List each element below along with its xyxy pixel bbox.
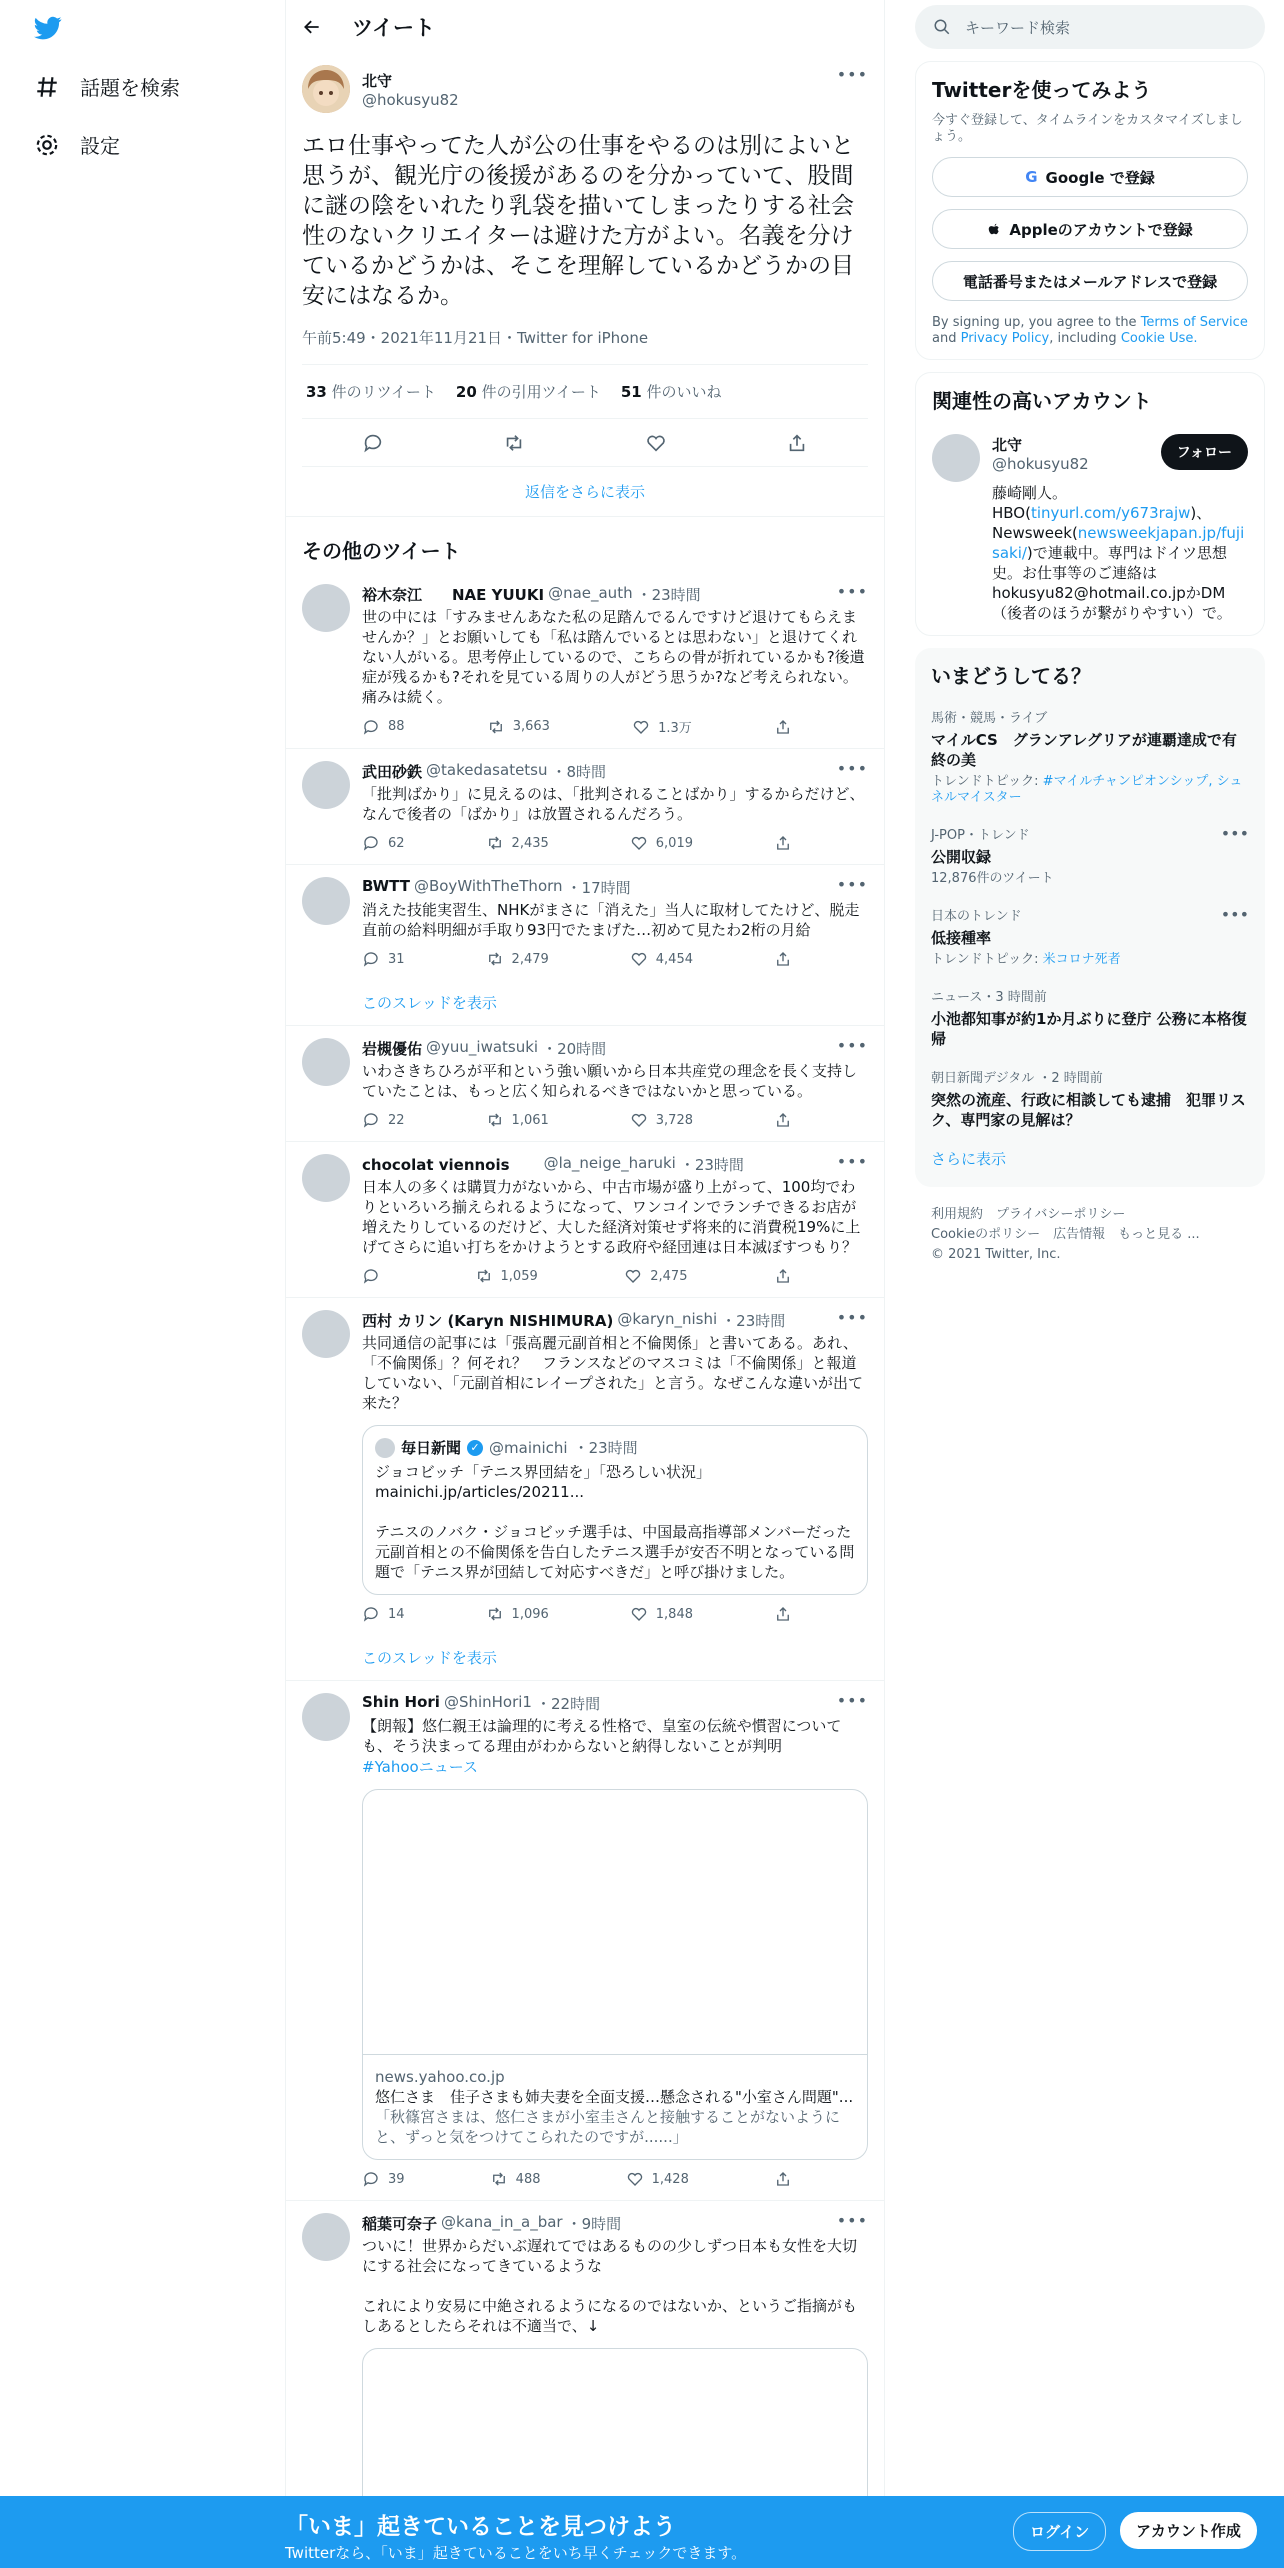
like-icon — [632, 718, 650, 736]
tweet[interactable] — [286, 1142, 884, 1298]
author-name[interactable]: 西村 カリン (Karyn NISHIMURA) — [362, 1312, 614, 1330]
card-title: 悠仁さま 佳子さまも姉夫妻を全面支援…懸念される"小室さん問題"... — [375, 2088, 854, 2106]
retweet-icon — [486, 950, 504, 968]
like-button[interactable]: 2,475 — [624, 1267, 687, 1285]
tweet-time[interactable]: ・22時間 — [535, 1695, 601, 1713]
tweet-time[interactable]: ・8時間 — [551, 763, 607, 781]
privacy-link[interactable]: Privacy Policy — [960, 331, 1050, 346]
avatar[interactable] — [302, 761, 350, 809]
google-signup-button[interactable]: G Google で登録 — [932, 157, 1248, 197]
like-button[interactable]: 4,454 — [630, 950, 693, 968]
phone-email-signup-button[interactable]: 電話番号またはメールアドレスで登録 — [932, 261, 1248, 301]
quotes-stat[interactable]: 20 件の引用ツイート — [455, 383, 601, 401]
tweet-actions — [362, 1605, 792, 1623]
more-icon[interactable]: ••• — [836, 1152, 868, 1171]
bottom-bar-title: 「いま」起きていることを見つけよう — [285, 2514, 676, 2540]
trend-topic-link[interactable]: #マイルチャンピオンシップ, シュネルマイスター — [931, 774, 1243, 805]
author-handle[interactable]: @takedasatetsu — [426, 761, 548, 779]
reply-icon — [362, 718, 380, 736]
avatar[interactable] — [302, 65, 350, 113]
author-name[interactable]: BWTT — [362, 877, 410, 895]
retweet-button[interactable]: 2,479 — [486, 950, 549, 968]
tweet[interactable] — [286, 1298, 884, 1681]
author-name[interactable]: Shin Hori — [362, 1693, 440, 1711]
show-thread-link[interactable]: このスレッドを表示 — [362, 994, 497, 1012]
author-name[interactable]: 北守 — [362, 71, 393, 90]
page-title: ツイート — [352, 15, 435, 40]
retweet-button[interactable]: 1,059 — [475, 1267, 538, 1285]
share-icon — [774, 1111, 792, 1129]
search-input[interactable] — [915, 5, 1265, 49]
reply-icon — [362, 1605, 380, 1623]
reply-icon — [362, 950, 380, 968]
account-name[interactable]: 北守 — [992, 436, 1023, 454]
share-button[interactable] — [774, 1605, 792, 1623]
quote-author-name: 毎日新聞 — [401, 1439, 462, 1457]
tweet[interactable] — [286, 1681, 884, 2201]
apple-icon — [987, 221, 1001, 237]
signup-title: Twitterを使ってみよう — [932, 78, 1152, 102]
likes-stat[interactable]: 51 件のいいね — [620, 383, 722, 401]
tweet[interactable] — [286, 1026, 884, 1142]
login-button[interactable]: ログイン — [1013, 2512, 1106, 2551]
tweet-actions — [302, 419, 868, 467]
retweet-button[interactable]: 1,061 — [486, 1111, 549, 1129]
tweet-time[interactable]: ・9時間 — [566, 2215, 622, 2233]
like-icon[interactable] — [645, 432, 667, 454]
reply-button[interactable]: 22 — [362, 1111, 405, 1129]
retweet-button[interactable]: 1,096 — [486, 1605, 549, 1623]
more-icon[interactable]: ••• — [836, 2211, 868, 2230]
share-button[interactable] — [774, 1267, 792, 1285]
more-icon[interactable]: ••• — [836, 759, 868, 778]
like-icon — [626, 2170, 644, 2188]
terms-link[interactable]: Terms of Service — [1140, 315, 1248, 330]
follow-button[interactable]: フォロー — [1161, 434, 1248, 470]
more-icon[interactable]: ••• — [836, 582, 868, 601]
share-icon — [774, 950, 792, 968]
quote-time: ・23時間 — [573, 1439, 638, 1457]
avatar[interactable] — [302, 1154, 350, 1202]
account-bio: 藤崎剛人。 HBO(tinyurl.com/y673rajw)、Newsweek(newsweekjapan.jp/fujisaki/)で連載中。専門はドイツ思想史。お仕事等のご連絡は hokusyu82@hotmail.co.jpかDM（後者のほうが繋がりやすい）で。 — [992, 484, 1245, 622]
bottom-bar-subtitle: Twitterなら、「いま」起きていることをいち早くチェックできます。 — [285, 2544, 747, 2562]
footer-links-1[interactable]: 利用規約 プライバシーポリシー — [931, 1207, 1126, 1222]
tweet-time[interactable]: ・17時間 — [566, 879, 631, 897]
nav-explore[interactable] — [34, 72, 180, 101]
account-handle[interactable]: @hokusyu82 — [992, 455, 1089, 473]
trends-box — [915, 648, 1265, 1187]
card-image — [363, 1790, 867, 2055]
like-icon — [624, 1267, 642, 1285]
retweet-icon — [486, 834, 504, 852]
tweet-stats — [302, 365, 868, 419]
trend-title: 低接種率 — [931, 929, 992, 947]
retweet-button[interactable]: 2,435 — [486, 834, 549, 852]
signup-legal: By signing up, you agree to the Terms of Service and Privacy Policy, including Cookie Use. — [932, 315, 1248, 346]
tweet-text: 日本人の多くは購買力がないから、中古市場が盛り上がって、100均でわりといろいろ揃えられるようになって、ワンコインでランチできるお店が増えたりしているのだけど、大した経済対策せず将来的に消費税19%に上げてさらに追い打ちをかけようとする政府や経団連は日本滅ぼすつもり？ — [362, 1178, 861, 1256]
avatar — [375, 1438, 395, 1458]
tweet-time[interactable]: ・23時間 — [679, 1156, 744, 1174]
card-domain: news.yahoo.co.jp — [375, 2068, 505, 2086]
reply-icon — [362, 2170, 380, 2188]
author-handle[interactable]: @karyn_nishi — [617, 1310, 718, 1328]
trend-extra: トレンドトピック: 米コロナ死者 — [931, 952, 1121, 967]
bottom-signup-bar — [0, 2496, 1284, 2568]
tweet[interactable] — [286, 865, 884, 1026]
like-button[interactable]: 1.3万 — [632, 717, 692, 736]
tweet-actions — [362, 717, 792, 736]
like-icon — [630, 1111, 648, 1129]
nav-settings-label: 設定 — [80, 134, 120, 158]
cookie-link[interactable]: Cookie Use. — [1120, 331, 1198, 346]
author-handle[interactable]: @hokusyu82 — [362, 90, 459, 109]
retweet-icon — [486, 1111, 504, 1129]
trend-item[interactable] — [931, 824, 1249, 887]
like-button[interactable]: 6,019 — [630, 834, 693, 852]
trend-extra: 12,876件のツイート — [931, 871, 1054, 886]
hashtag-icon — [34, 74, 60, 100]
trend-category: J-POP・トレンド — [931, 828, 1030, 843]
trends-title: いまどうしてる？ — [931, 664, 1091, 688]
like-button[interactable]: 3,728 — [630, 1111, 693, 1129]
share-icon — [774, 1605, 792, 1623]
reply-button[interactable]: 39 — [362, 2170, 405, 2188]
show-more-replies-link[interactable]: 返信をさらに表示 — [286, 467, 884, 517]
tweet-time[interactable]: ・23時間 — [721, 1312, 786, 1330]
trend-title: マイルCS グランアレグリアが連覇達成で有終の美 — [931, 731, 1237, 769]
trend-category: ニュース・3 時間前 — [931, 990, 1047, 1005]
retweet-icon — [475, 1267, 493, 1285]
retweet-icon — [487, 718, 505, 736]
tweet-actions — [362, 1267, 792, 1285]
avatar[interactable] — [302, 877, 350, 925]
author-name[interactable]: chocolat viennois — [362, 1156, 540, 1174]
link-card[interactable] — [362, 1789, 868, 2160]
bio-link-newsweek[interactable]: newsweekjapan.jp/fujisaki/ — [992, 524, 1245, 562]
reply-icon — [362, 1111, 380, 1129]
tweet-text: エロ仕事やってた人が公の仕事をやるのは別によいと思うが、観光庁の後援があるのを分かっていて、股間に謎の陰をいれたり乳袋を描いてしまったりする社会性のないクリエイターは避けた方がよい。名義を分けているかどうかは、そこを理解しているかどうかの目安にはなるか。 — [302, 133, 854, 309]
author-handle[interactable]: @BoyWithTheThorn — [413, 877, 563, 895]
trend-item[interactable] — [931, 707, 1249, 806]
tweet-text: 消えた技能実習生、NHKがまさに「消えた」当人に取材してたけど、脱走直前の給料明細が手取り93円でたまげた…初めて見たわ2桁の月給 — [362, 901, 860, 939]
tweet-time[interactable]: ・23時間 — [636, 586, 701, 604]
share-icon — [774, 718, 792, 736]
author-name[interactable]: 裕木奈江 NAE YUUKI — [362, 586, 545, 604]
avatar[interactable] — [932, 434, 980, 482]
more-icon[interactable]: ••• — [836, 1036, 868, 1055]
trend-item[interactable] — [931, 986, 1249, 1049]
quote-title: ジョコビッチ「テニス界団結を」「恐ろしい状況」 — [375, 1463, 712, 1481]
tweet-list — [286, 572, 884, 2563]
trend-item[interactable] — [931, 905, 1249, 968]
tweet-actions — [362, 1111, 792, 1129]
footer-copyright: © 2021 Twitter, Inc. — [931, 1247, 1061, 1262]
footer — [915, 1205, 1265, 1265]
tweet-actions — [362, 950, 792, 968]
quote-link: mainichi.jp/articles/20211... — [375, 1483, 585, 1501]
apple-signup-button[interactable]: Appleのアカウントで登録 — [932, 209, 1248, 249]
more-tweets-heading: その他のツイート — [302, 539, 461, 563]
like-button[interactable]: 1,848 — [630, 1605, 693, 1623]
share-button[interactable] — [774, 1111, 792, 1129]
share-button[interactable] — [774, 717, 792, 736]
avatar[interactable] — [302, 1693, 350, 1741]
author-name[interactable]: 岩槻優佑 — [362, 1040, 423, 1058]
tweet-text: 世の中には「すみませんあなた私の足踏んでるんですけど退けてもらえませんか？」とお願いしても「私は踏んでいるとは思わない」と退けてくれない人がいる。思考停止しているので、こちらの骨が折れているかも?後遺症が残るかも?それを見ている周りの人がどう思うか?など考えられない。痛みは続く。 — [362, 608, 865, 706]
more-icon[interactable]: ••• — [836, 875, 868, 894]
author-handle[interactable]: @nae_auth — [548, 584, 633, 602]
related-account[interactable] — [932, 434, 1248, 623]
more-icon[interactable]: ••• — [836, 1308, 868, 1327]
share-icon[interactable] — [786, 432, 808, 454]
like-icon — [630, 1605, 648, 1623]
more-icon[interactable]: ••• — [836, 65, 868, 84]
quoted-tweet[interactable] — [362, 1425, 868, 1595]
bio-link-hbo[interactable]: tinyurl.com/y673rajw — [1030, 504, 1191, 522]
card-description: 「秋篠宮さまは、悠仁さまが小室圭さんと接触することがないようにと、ずっと気をつけてこられたのですが......」 — [375, 2108, 841, 2146]
like-button[interactable]: 1,428 — [626, 2170, 689, 2188]
retweet-button[interactable]: 488 — [490, 2170, 541, 2188]
main-column — [285, 0, 885, 2568]
reply-button[interactable]: 31 — [362, 950, 405, 968]
author-name[interactable]: 武田砂鉄 — [362, 763, 423, 781]
header — [286, 0, 884, 53]
verified-icon: ✓ — [467, 1440, 483, 1456]
related-accounts-box — [915, 372, 1265, 636]
avatar[interactable] — [302, 1310, 350, 1358]
show-thread-link[interactable]: このスレッドを表示 — [362, 1649, 497, 1667]
share-button[interactable] — [774, 834, 792, 852]
left-nav — [0, 0, 285, 2568]
reply-icon — [362, 834, 380, 852]
retweet-icon[interactable] — [503, 432, 525, 454]
quote-author-handle: @mainichi — [489, 1439, 568, 1457]
avatar[interactable] — [302, 1038, 350, 1086]
footer-links-2[interactable]: Cookieのポリシー 広告情報 もっと見る ... — [931, 1227, 1200, 1242]
tweet-text: 「批判ばかり」に見えるのは、「批判されることばかり」するからだけど、なんで後者の「ばかり」は放置されるんだろう。 — [362, 785, 865, 823]
like-icon — [630, 950, 648, 968]
right-sidebar — [915, 0, 1265, 1265]
trend-title: 小池都知事が約1か月ぶりに登庁 公務に本格復帰 — [931, 1010, 1247, 1048]
signup-button[interactable]: アカウント作成 — [1120, 2512, 1257, 2549]
trend-item[interactable] — [931, 1067, 1249, 1130]
tweet-text: ついに！世界からだいぶ遅れてではあるものの少しずつ日本も女性を大切にする社会になってきているような これにより安易に中絶されるようになるのではないか、というご指摘がもしあるとしたらそれは不適当で、↓ — [362, 2237, 858, 2335]
avatar[interactable] — [302, 2213, 350, 2261]
trend-category: 馬術・競馬・ライブ — [931, 711, 1048, 726]
tweet-time[interactable]: ・20時間 — [542, 1040, 607, 1058]
tweet-text: 共同通信の記事には「張高麗元副首相と不倫関係」と書いてある。あれ、「不倫関係」？何それ？ フランスなどのマスコミは「不倫関係」と報道していない、「元副首相にレイープされた」と言う。なぜこんな違いが出て来た？ — [362, 1334, 864, 1412]
reply-button[interactable]: 88 — [362, 717, 405, 736]
reply-button[interactable]: 14 — [362, 1605, 405, 1623]
share-icon — [774, 834, 792, 852]
reply-icon — [362, 1267, 380, 1285]
tweet-text: いわさきちひろが平和という強い願いから日本共産党の理念を長く支持していたことは、もっと広く知られるべきではないかと思っている。 — [362, 1062, 858, 1100]
share-icon — [774, 2170, 792, 2188]
nav-explore-label: 話題を検索 — [80, 76, 180, 100]
avatar[interactable] — [302, 584, 350, 632]
tweet-meta[interactable]: 午前5:49・2021年11月21日・Twitter for iPhone — [302, 327, 868, 365]
like-icon — [630, 834, 648, 852]
signup-box — [915, 61, 1265, 360]
related-title: 関連性の高いアカウント — [932, 389, 1152, 413]
signup-subtitle: 今すぐ登録して、タイムラインをカスタマイズしましょう。 — [932, 113, 1243, 144]
trend-category: 日本のトレンド — [931, 909, 1022, 924]
tweet-actions — [362, 834, 792, 852]
trend-extra: トレンドトピック: #マイルチャンピオンシップ, シュネルマイスター — [931, 774, 1243, 805]
author-handle[interactable]: @yuu_iwatsuki — [426, 1038, 539, 1056]
show-more-trends-link[interactable]: さらに表示 — [931, 1150, 1007, 1168]
trend-title: 公開収録 — [931, 848, 992, 866]
reply-icon[interactable] — [362, 432, 384, 454]
tweet[interactable] — [286, 749, 884, 865]
retweets-stat[interactable]: 33 件のリツイート — [306, 383, 436, 401]
focused-tweet — [286, 53, 884, 517]
trend-title: 突然の流産、行政に相談しても逮捕 犯罪リスク、専門家の見解は？ — [931, 1091, 1246, 1129]
trend-topic-link[interactable]: 米コロナ死者 — [1042, 952, 1121, 967]
retweet-icon — [486, 1605, 504, 1623]
author-handle[interactable]: @la_neige_haruki — [543, 1154, 676, 1172]
reply-button[interactable]: 62 — [362, 834, 405, 852]
author-handle[interactable]: @kana_in_a_bar — [441, 2213, 563, 2231]
tweet-text: 【朗報】悠仁親王は論理的に考える性格で、皇室の伝統や慣習についても、そう決まってる理由がわからないと納得しないことが判明 — [362, 1717, 842, 1755]
more-icon[interactable]: ••• — [1220, 905, 1249, 924]
hashtag-link[interactable]: #Yahooニュース — [362, 1758, 478, 1776]
more-icon[interactable]: ••• — [1220, 824, 1249, 843]
twitter-bird-icon[interactable] — [32, 14, 64, 42]
search-icon — [933, 18, 951, 36]
author-name[interactable]: 稲葉可奈子 — [362, 2215, 438, 2233]
retweet-icon — [490, 2170, 508, 2188]
share-icon — [774, 1267, 792, 1285]
gear-icon — [34, 132, 60, 158]
back-arrow-icon[interactable] — [302, 17, 322, 37]
share-button[interactable] — [774, 950, 792, 968]
share-button[interactable] — [774, 2170, 792, 2188]
tweet[interactable] — [286, 572, 884, 749]
search-placeholder: キーワード検索 — [965, 18, 1071, 37]
tweet-actions — [362, 2170, 792, 2188]
retweet-button[interactable]: 3,663 — [487, 717, 550, 736]
quote-text: テニスのノバク・ジョコビッチ選手は、中国最高指導部メンバーだった元副首相との不倫関係を告白したテニス選手が安否不明となっている問題で「テニス界が団結して対応すべきだ」と呼び掛けました。 — [375, 1523, 855, 1581]
nav-settings[interactable] — [34, 130, 120, 159]
trend-category: 朝日新聞デジタル ・2 時間前 — [931, 1071, 1103, 1086]
more-icon[interactable]: ••• — [836, 1691, 868, 1710]
google-icon: G — [1025, 168, 1038, 186]
author-handle[interactable]: @ShinHori1 — [443, 1693, 532, 1711]
reply-button[interactable] — [362, 1267, 388, 1285]
